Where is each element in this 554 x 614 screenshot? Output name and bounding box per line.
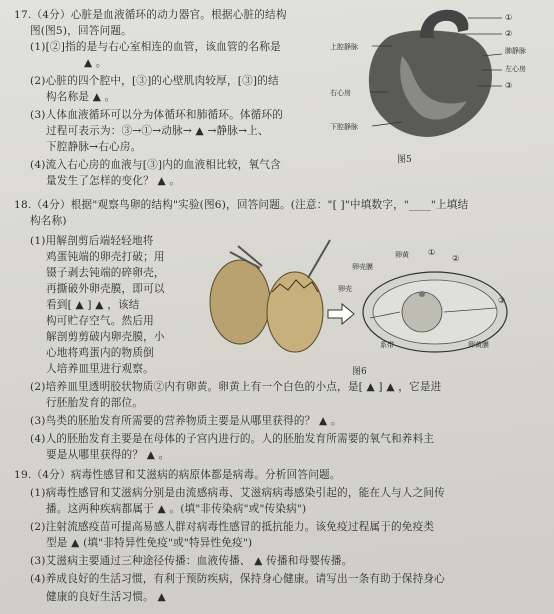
q17-line-10: (4)流入右心房的血液与[③]内的血液相比较，氧气含	[30, 159, 281, 171]
q17-line-2: 图(图5)，回答问题。	[30, 25, 132, 37]
label-yolk-membrane: 卵黄膜	[468, 341, 489, 349]
q17-line-5: (2)心脏的四个腔中，[③]的心壁肌肉较厚，[③]的结	[30, 75, 279, 87]
label-superior-vena-cava: 上腔静脉	[330, 43, 358, 51]
q18-line-11: 人培养皿里进行观察。	[46, 363, 154, 375]
figure-5-caption: 图5	[397, 155, 412, 165]
q18-line-10: 心地将鸡蛋内的物质倒	[46, 347, 154, 359]
q19-line-8: 健康的良好生活习惯。 ▲	[46, 591, 166, 603]
q17-line-3: (1)[②]指的是与右心室相连的血管，该血管的名称是	[30, 41, 281, 53]
label-marker-3: ③	[505, 81, 513, 90]
q18-line-13: 行胚胎发育的部位。	[46, 397, 144, 409]
label-egg-marker-2: ②	[452, 254, 460, 263]
label-egg-marker-3: ③	[498, 296, 506, 305]
q17-line-6: 构名称是 ▲ 。	[46, 91, 116, 103]
q18-line-9: 解剖剪剪破内卵壳膜，小	[46, 331, 165, 343]
label-pulmonary-vein: 肺静脉	[505, 47, 526, 55]
heart-figure	[342, 6, 542, 146]
q18-line-8: 构可贮存空气。然后用	[46, 315, 154, 327]
label-marker-2: ②	[505, 29, 513, 38]
q18-line-7: 看到[ ▲ ] ▲ ，该结	[46, 299, 140, 311]
q18-line-5: 镊子剥去钝端的碎卵壳，	[46, 267, 165, 279]
q18-line-6: 再撕破外卵壳膜，即可以	[46, 283, 165, 295]
q17-line-9: 下腔静脉→右心房。	[46, 141, 142, 153]
label-right-atrium: 右心房	[330, 89, 351, 97]
forceps	[308, 240, 330, 278]
label-shell-membrane: 卵壳膜	[352, 263, 373, 271]
q19-line-1: 19.（4分）病毒性感冒和艾滋病的病原体都是病毒。分析回答问题。	[14, 469, 341, 481]
label-marker-1: ①	[505, 13, 513, 22]
q18-line-4: 鸡蛋钝端的卵壳打破；用	[46, 251, 165, 263]
q18-line-12: (2)培养皿里透明胶状物质②内有卵黄。卵黄上有一个白色的小点，是[ ▲ ] ▲ ，它是进	[30, 381, 442, 393]
label-yolk: 卵黄	[395, 251, 409, 259]
q17-line-1: 17.（4分）心脏是血液循环的动力器官。根据心脏的结构	[14, 9, 287, 21]
egg-embryo-spot	[419, 291, 425, 297]
q17-line-11: 量发生了怎样的变化？ ▲ 。	[46, 175, 181, 187]
label-inferior-vena-cava: 下腔静脉	[330, 123, 358, 131]
q19-line-4: (2)注射流感疫苗可提高易感人群对病毒性感冒的抵抗能力。该免疫过程属于的免疫类	[30, 521, 435, 533]
q17-line-8: 过程可表示为：③→①→动脉→ ▲ →静脉→上、	[46, 125, 269, 137]
q19-line-2: (1)病毒性感冒和艾滋病分别是由流感病毒、艾滋病病毒感染引起的，能在人与人之间传	[30, 487, 445, 499]
q18-line-1: 18.（4分）根据"观察鸟卵的结构"实验(图6)，回答问题。(注意："[ ]"中填数字，"____"上填结	[14, 199, 469, 211]
q18-line-3: (1)用解剖剪后端轻轻地将	[30, 235, 154, 247]
egg-opened	[267, 272, 323, 352]
label-egg-marker-1: ①	[428, 248, 436, 257]
q18-line-2: 构名称)	[30, 215, 67, 227]
q19-line-5: 型是 ▲ (填"非特异性免疫"或"特异性免疫")	[46, 537, 253, 549]
q17-line-7: (3)人体血液循环可以分为体循环和肺循环。体循环的	[30, 109, 284, 121]
egg-whole	[210, 260, 270, 344]
q19-line-3: 播。这两种疾病都属于 ▲ 。(填"非传染病"或"传染病")	[46, 503, 307, 515]
q19-line-6: (3)艾滋病主要通过三种途径传播：血液传播、 ▲ 传播和母婴传播。	[30, 555, 353, 567]
q18-line-16: 要是从哪里获得的？ ▲ 。	[46, 449, 170, 461]
figure-6-caption: 图6	[352, 367, 367, 377]
label-shell: 卵壳	[338, 285, 352, 293]
q19-line-7: (4)养成良好的生活习惯，有利于预防疾病，保持身心健康。请写出一条有助于保持身心	[30, 573, 445, 585]
label-left-atrium: 左心房	[505, 65, 526, 73]
q18-line-14: (3)鸟类的胚胎发育所需要的营养物质主要是从哪里获得的？ ▲ 。	[30, 415, 342, 427]
egg-yolk	[402, 292, 442, 332]
label-chalaza: 系带	[380, 341, 394, 349]
q17-line-4: ▲ 。	[84, 57, 107, 69]
arrow-right	[328, 304, 354, 324]
q18-line-15: (4)人的胚胎发育主要是在母体的子宫内进行的。人的胚胎发育所需要的氧气和养料主	[30, 433, 435, 445]
